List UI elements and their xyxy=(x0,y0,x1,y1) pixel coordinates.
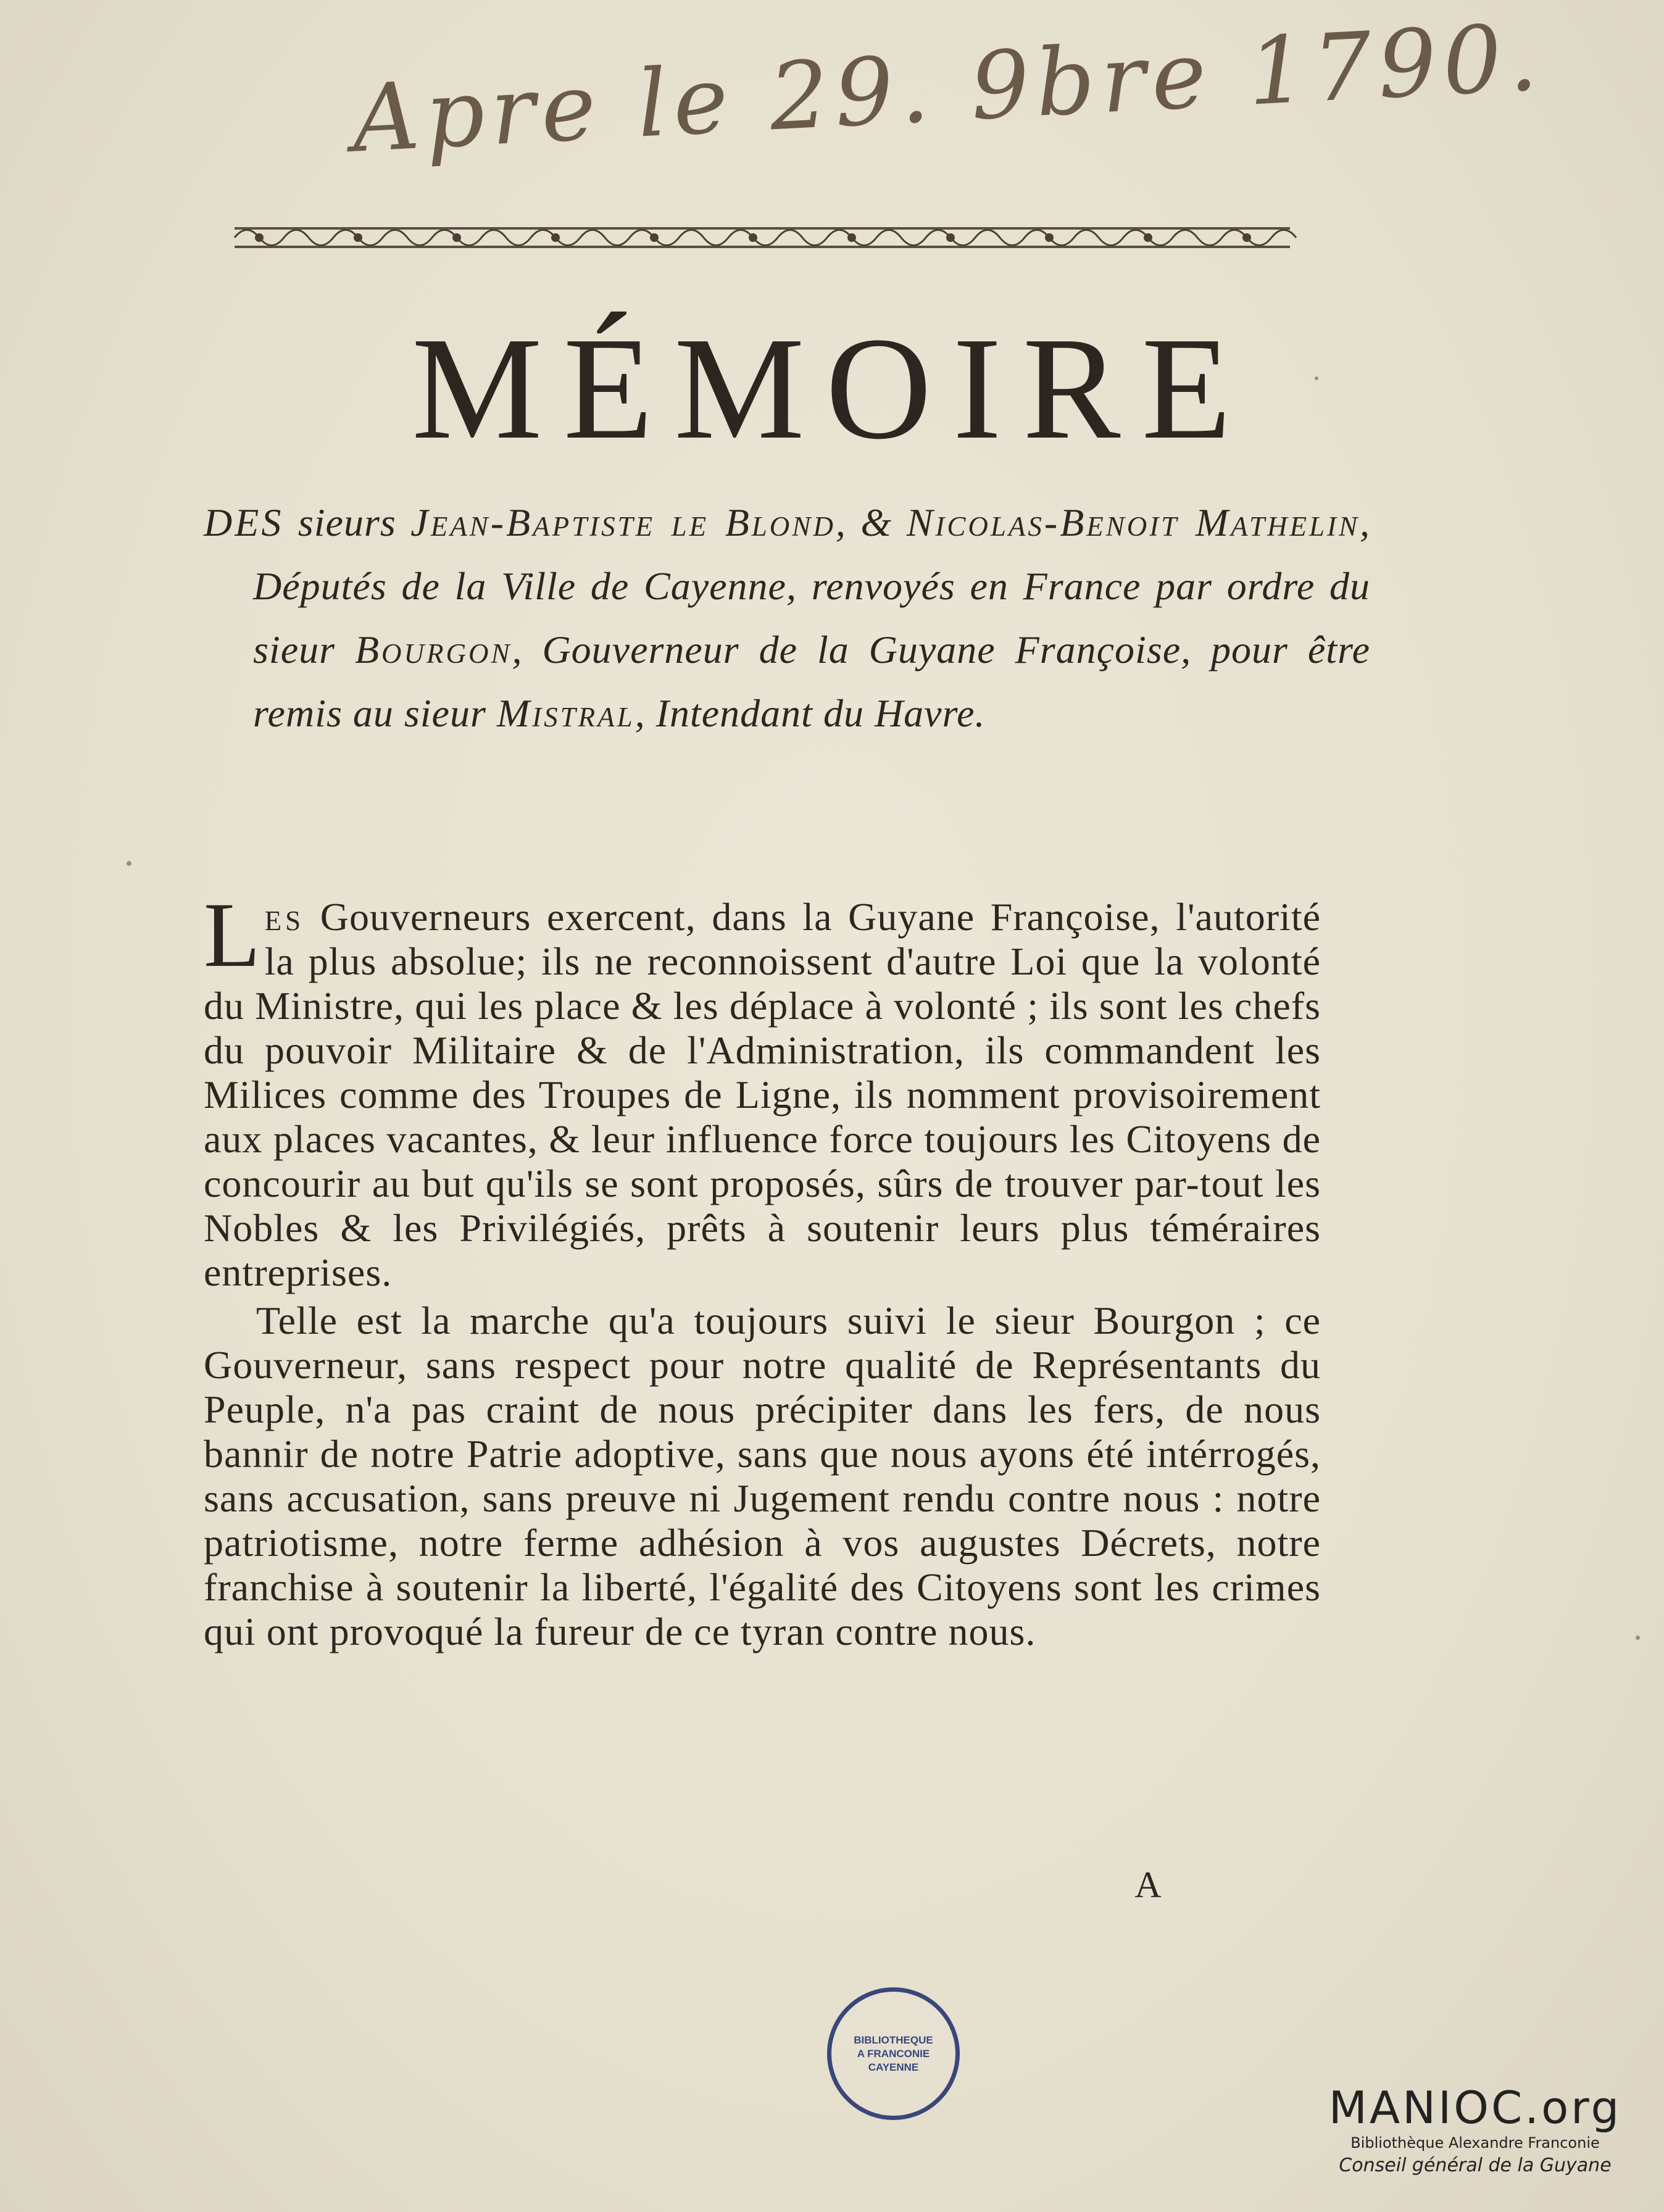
subtitle-name-3: Bourgon xyxy=(354,628,512,672)
drop-cap: L xyxy=(204,884,261,986)
subtitle-name-1: Jean-Baptiste le Blond xyxy=(410,501,836,544)
stamp-line-1: BIBLIOTHEQUE xyxy=(854,2034,933,2046)
subtitle-text-2: , & xyxy=(835,501,907,544)
subtitle-name-4: Mistral xyxy=(496,691,635,735)
handwritten-date-note: Apre le 29. 9bre 1790. xyxy=(349,4,1546,173)
subtitle-lead: DES xyxy=(204,501,284,544)
subtitle-text-1: sieurs xyxy=(283,501,411,544)
paragraph-lead: es xyxy=(264,895,305,939)
subtitle-text-3: , Députés de la Ville de Cayenne, renvoyés en France par ordre du sieur xyxy=(253,501,1371,672)
manioc-logo: MANIOC.org xyxy=(1328,2082,1622,2134)
document-title: MÉMOIRE xyxy=(412,307,1252,470)
document-body xyxy=(204,884,1321,1654)
stamp-line-2: A FRANCONIE xyxy=(857,2047,930,2060)
watermark-line-1: Bibliothèque Alexandre Franconie xyxy=(1350,2134,1600,2152)
library-stamp xyxy=(827,1987,960,2120)
paragraph-1-text: Gouverneurs exercent, dans la Guyane Françoise, l'autorité la plus absolue; ils ne reconnoissent d'autre Loi que la volonté du Ministre, qui les place & les déplace à volonté ; ils sont les chefs du pouvoir Militaire & de l'Administration, ils commandent les Milices comme des Troupes de Ligne, ils nomment provisoirement aux places vacantes, & leur influence force toujours les Citoyens de concourir au but qu'ils se sont proposés, sûrs de trouver par-tout les Nobles & les Privilégiés, prêts à soutenir leurs plus téméraires entreprises. xyxy=(204,895,1321,1294)
body-paragraph-1 xyxy=(204,884,1321,1295)
document-subtitle xyxy=(204,491,1370,745)
paper-speck xyxy=(127,861,131,866)
decorative-ornament-band xyxy=(222,210,1302,265)
subtitle-text-4: , Gouverneur de la Guyane Françoise, pour être remis au sieur xyxy=(253,628,1371,735)
signature-mark: A xyxy=(1134,1865,1162,1905)
subtitle-name-2: Nicolas-Benoit Mathelin xyxy=(906,501,1360,544)
paper-speck xyxy=(1636,1636,1640,1640)
subtitle-text-5: , Intendant du Havre. xyxy=(634,691,986,735)
paper-speck xyxy=(1315,376,1318,380)
stamp-line-3: CAYENNE xyxy=(868,2061,919,2073)
manioc-watermark xyxy=(1315,2083,1636,2178)
body-paragraph-2: Telle est la marche qu'a toujours suivi le sieur Bourgon ; ce Gouverneur, sans respect pour notre qualité de Représentants du Peuple, n'a pas craint de nous précipiter dans les fers, de nous bannir de notre Patrie adoptive, sans que nous ayons été intérrogés, sans accusation, sans preuve ni Jugement rendu contre nous : notre patriotisme, notre ferme adhésion à vos augustes Décrets, notre franchise à soutenir la liberté, l'égalité des Citoyens sont les crimes qui ont provoqué la fureur de ce tyran contre nous. xyxy=(204,1299,1321,1653)
watermark-line-2: Conseil général de la Guyane xyxy=(1339,2155,1612,2176)
